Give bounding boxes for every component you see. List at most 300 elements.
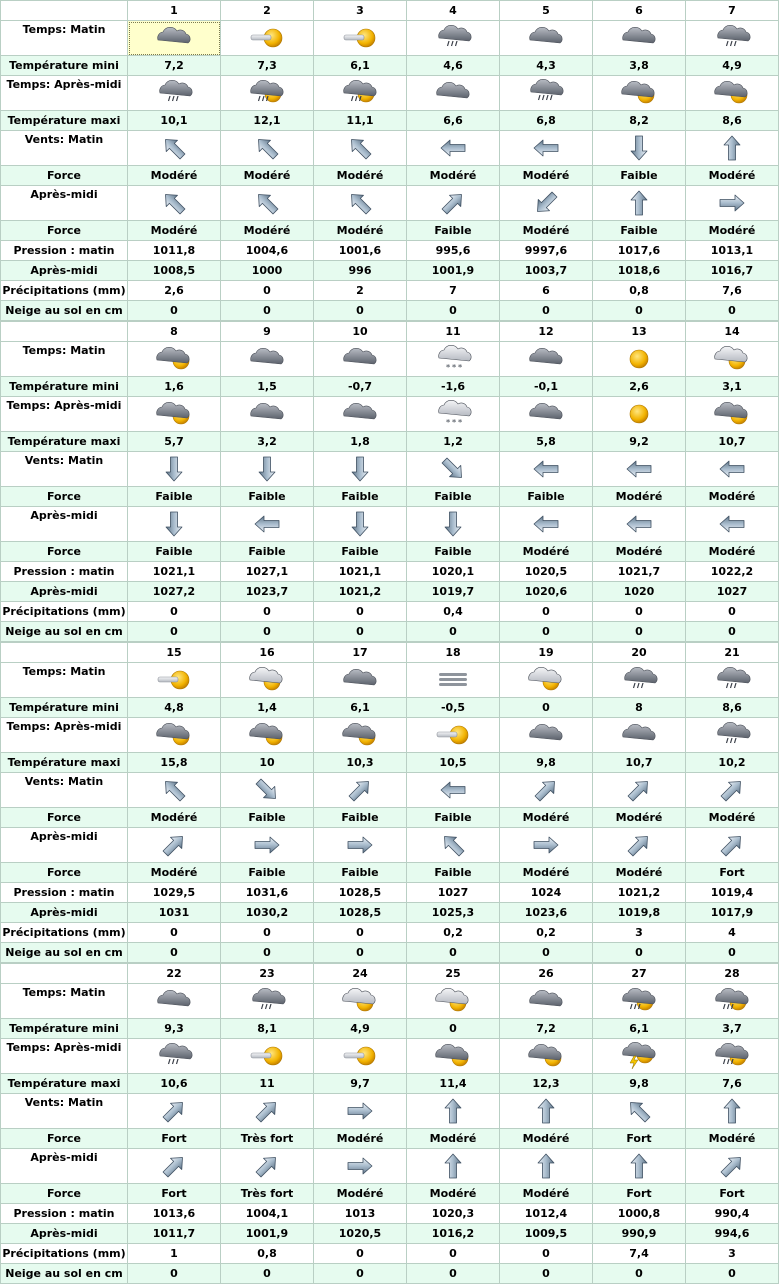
snow-depth-value: 0	[500, 1264, 593, 1284]
pressure-morning-value: 1013,6	[128, 1204, 221, 1224]
pressure-afternoon-row	[1, 1224, 779, 1244]
weather-afternoon-cell[interactable]	[314, 76, 407, 111]
storm-icon	[619, 1042, 659, 1070]
wind-afternoon-cell[interactable]	[128, 186, 221, 221]
precipitation-value: 0	[314, 1244, 407, 1264]
wind-force-morning-value: Très fort	[221, 1129, 314, 1149]
pressure-afternoon-row	[1, 261, 779, 281]
wind-arrow-s-icon	[346, 510, 374, 538]
wind-morning-cell[interactable]	[407, 773, 500, 808]
weather-afternoon-cell[interactable]	[593, 76, 686, 111]
wind-morning-cell[interactable]	[128, 773, 221, 808]
wind-arrow-ne-icon	[532, 776, 560, 804]
row-label-temp_mini: Température mini	[1, 377, 128, 397]
snow-depth-value: 0	[500, 301, 593, 321]
wind-morning-cell[interactable]	[593, 1094, 686, 1129]
precipitation-value: 7	[407, 281, 500, 301]
pressure-morning-value: 1012,4	[500, 1204, 593, 1224]
pressure-morning-value: 1021,7	[593, 562, 686, 582]
wind-force-morning-row	[1, 166, 779, 186]
weather-afternoon-cell[interactable]	[407, 1039, 500, 1074]
wind-arrow-ne-icon	[346, 776, 374, 804]
row-label-apres_midi: Après-midi	[1, 1224, 128, 1244]
temp-min-value: 3,7	[686, 1019, 779, 1039]
wind-arrow-s-icon	[160, 510, 188, 538]
wind-morning-cell[interactable]	[128, 1094, 221, 1129]
pressure-afternoon-value: 1019,8	[593, 903, 686, 923]
wind-afternoon-cell[interactable]	[686, 1149, 779, 1184]
row-label-apres_midi: Après-midi	[1, 261, 128, 281]
wind-morning-row	[1, 773, 779, 808]
day-number: 6	[593, 1, 686, 21]
pressure-morning-value: 1017,6	[593, 241, 686, 261]
weather-afternoon-cell[interactable]	[686, 1039, 779, 1074]
snow-depth-value: 0	[500, 943, 593, 963]
precipitation-value: 0,8	[593, 281, 686, 301]
snow-icon	[433, 400, 473, 428]
snow-depth-value: 0	[500, 622, 593, 642]
temp-min-value: 8	[593, 698, 686, 718]
wind-morning-cell[interactable]	[500, 131, 593, 166]
weather-afternoon-cell[interactable]	[686, 718, 779, 753]
weather-afternoon-cell[interactable]	[500, 76, 593, 111]
weather-morning-cell[interactable]	[500, 663, 593, 698]
weather-afternoon-cell[interactable]	[686, 397, 779, 432]
snow-depth-value: 0	[314, 301, 407, 321]
cloud-rain-icon	[712, 666, 752, 694]
pressure-afternoon-value: 1001,9	[221, 1224, 314, 1244]
precipitation-value: 0	[221, 602, 314, 622]
cloud-sun-icon	[526, 1042, 566, 1070]
wind-arrow-nw-icon	[160, 189, 188, 217]
weather-afternoon-row	[1, 718, 779, 753]
wind-morning-cell[interactable]	[500, 452, 593, 487]
snow-depth-value: 0	[221, 622, 314, 642]
weather-morning-cell[interactable]	[500, 342, 593, 377]
pressure-afternoon-value: 1000	[221, 261, 314, 281]
pressure-afternoon-value: 1023,6	[500, 903, 593, 923]
row-label-force: Force	[1, 1184, 128, 1204]
pressure-morning-value: 1028,5	[314, 883, 407, 903]
day-header-row	[1, 1, 779, 21]
row-label-apres_midi: Après-midi	[1, 507, 128, 542]
wind-force-morning-value: Faible	[221, 487, 314, 507]
wind-force-morning-value: Fort	[128, 1129, 221, 1149]
sun-icon	[619, 345, 659, 373]
pressure-morning-row	[1, 883, 779, 903]
wind-afternoon-cell[interactable]	[686, 507, 779, 542]
temp-min-value: 6,1	[593, 1019, 686, 1039]
temp-min-value: -0,7	[314, 377, 407, 397]
wind-morning-cell[interactable]	[500, 1094, 593, 1129]
wind-afternoon-cell[interactable]	[686, 186, 779, 221]
wind-morning-cell[interactable]	[128, 452, 221, 487]
weather-afternoon-cell[interactable]	[221, 1039, 314, 1074]
fog-icon	[433, 666, 473, 694]
day-number: 7	[686, 1, 779, 21]
wind-morning-cell[interactable]	[221, 1094, 314, 1129]
wind-morning-cell[interactable]	[407, 452, 500, 487]
cloud-rain-icon	[619, 666, 659, 694]
wind-force-morning-value: Faible	[500, 487, 593, 507]
weather-afternoon-cell[interactable]	[407, 718, 500, 753]
weather-afternoon-cell[interactable]	[221, 397, 314, 432]
pressure-morning-value: 1021,2	[593, 883, 686, 903]
wind-force-afternoon-value: Modéré	[593, 863, 686, 883]
weather-morning-cell[interactable]	[221, 984, 314, 1019]
wind-force-morning-value: Faible	[407, 808, 500, 828]
wind-afternoon-cell[interactable]	[500, 186, 593, 221]
weather-morning-cell[interactable]	[407, 21, 500, 56]
precipitation-row	[1, 281, 779, 301]
temp-min-value: 9,3	[128, 1019, 221, 1039]
cloudy-icon	[526, 345, 566, 373]
weather-afternoon-cell[interactable]	[500, 397, 593, 432]
temp-max-value: 10,7	[686, 432, 779, 452]
precipitation-value: 4	[686, 923, 779, 943]
pressure-morning-value: 990,4	[686, 1204, 779, 1224]
snow-depth-value: 0	[407, 622, 500, 642]
day-number: 1	[128, 1, 221, 21]
header-corner	[1, 964, 128, 984]
row-label-pression_matin: Pression : matin	[1, 883, 128, 903]
weather-afternoon-cell[interactable]	[128, 76, 221, 111]
row-label-temps_matin: Temps: Matin	[1, 342, 128, 377]
wind-afternoon-cell[interactable]	[314, 507, 407, 542]
day-number: 5	[500, 1, 593, 21]
day-number: 9	[221, 322, 314, 342]
row-label-temps_apm: Temps: Après-midi	[1, 1039, 128, 1074]
pressure-morning-row	[1, 241, 779, 261]
wind-force-morning-value: Modéré	[221, 166, 314, 186]
temp-min-value: 4,9	[314, 1019, 407, 1039]
temp-min-row	[1, 698, 779, 718]
weather-afternoon-cell[interactable]	[407, 397, 500, 432]
precipitation-value: 0	[500, 602, 593, 622]
wind-morning-cell[interactable]	[314, 452, 407, 487]
weather-afternoon-cell[interactable]	[128, 718, 221, 753]
wind-afternoon-cell[interactable]	[221, 828, 314, 863]
wind-afternoon-cell[interactable]	[314, 828, 407, 863]
weather-afternoon-cell[interactable]	[314, 1039, 407, 1074]
wind-afternoon-cell[interactable]	[314, 186, 407, 221]
wind-afternoon-cell[interactable]	[407, 828, 500, 863]
wind-afternoon-cell[interactable]	[221, 507, 314, 542]
weather-afternoon-row	[1, 1039, 779, 1074]
weather-morning-cell[interactable]	[128, 663, 221, 698]
wind-morning-cell[interactable]	[686, 773, 779, 808]
precipitation-value: 6	[500, 281, 593, 301]
weather-morning-cell[interactable]	[221, 342, 314, 377]
pressure-morning-row	[1, 1204, 779, 1224]
weather-afternoon-cell[interactable]	[686, 76, 779, 111]
row-label-temp_maxi: Température maxi	[1, 1074, 128, 1094]
cloud-sun-icon	[247, 721, 287, 749]
weather-afternoon-cell[interactable]	[314, 397, 407, 432]
wind-force-afternoon-row	[1, 863, 779, 883]
wind-morning-cell[interactable]	[407, 131, 500, 166]
precipitation-value: 0	[314, 602, 407, 622]
weather-morning-cell[interactable]	[407, 984, 500, 1019]
weather-afternoon-cell[interactable]	[407, 76, 500, 111]
wind-morning-row	[1, 131, 779, 166]
wind-arrow-s-icon	[625, 134, 653, 162]
sun-haze-icon	[154, 666, 194, 694]
wind-morning-cell[interactable]	[686, 1094, 779, 1129]
weather-afternoon-cell[interactable]	[221, 76, 314, 111]
wind-afternoon-cell[interactable]	[593, 828, 686, 863]
wind-arrow-ne-icon	[625, 831, 653, 859]
temp-max-value: 11,4	[407, 1074, 500, 1094]
snow-depth-value: 0	[593, 301, 686, 321]
day-number: 13	[593, 322, 686, 342]
wind-afternoon-cell[interactable]	[686, 828, 779, 863]
weather-afternoon-cell[interactable]	[500, 718, 593, 753]
temp-min-value: -0,1	[500, 377, 593, 397]
pressure-afternoon-value: 1011,7	[128, 1224, 221, 1244]
wind-morning-cell[interactable]	[407, 1094, 500, 1129]
pressure-afternoon-value: 1016,2	[407, 1224, 500, 1244]
weather-morning-cell[interactable]	[500, 984, 593, 1019]
weather-morning-cell[interactable]	[128, 342, 221, 377]
weather-morning-row	[1, 984, 779, 1019]
wind-afternoon-cell[interactable]	[314, 1149, 407, 1184]
row-label-neige: Neige au sol en cm	[1, 622, 128, 642]
cloudy-icon	[247, 345, 287, 373]
temp-max-value: 8,2	[593, 111, 686, 131]
day-number: 11	[407, 322, 500, 342]
wind-morning-cell[interactable]	[128, 131, 221, 166]
pressure-afternoon-value: 1009,5	[500, 1224, 593, 1244]
weather-morning-cell[interactable]	[128, 984, 221, 1019]
wind-force-afternoon-value: Faible	[407, 542, 500, 562]
row-label-apres_midi: Après-midi	[1, 903, 128, 923]
temp-min-row	[1, 377, 779, 397]
wind-morning-cell[interactable]	[500, 773, 593, 808]
sun-haze-icon	[247, 24, 287, 52]
temp-max-value: 5,7	[128, 432, 221, 452]
pressure-morning-value: 1013,1	[686, 241, 779, 261]
weather-morning-cell[interactable]	[221, 663, 314, 698]
wind-arrow-ne-icon	[160, 831, 188, 859]
wind-morning-cell[interactable]	[314, 131, 407, 166]
weather-morning-cell[interactable]	[686, 984, 779, 1019]
cloud-sun-icon	[619, 79, 659, 107]
weather-morning-cell[interactable]	[221, 21, 314, 56]
day-number: 12	[500, 322, 593, 342]
weather-afternoon-cell[interactable]	[314, 718, 407, 753]
temp-min-value: -1,6	[407, 377, 500, 397]
row-label-temps_apm: Temps: Après-midi	[1, 397, 128, 432]
row-label-temps_matin: Temps: Matin	[1, 984, 128, 1019]
row-label-force: Force	[1, 166, 128, 186]
cloudy-icon	[340, 666, 380, 694]
temp-max-value: 10,2	[686, 753, 779, 773]
wind-afternoon-cell[interactable]	[500, 507, 593, 542]
snow-depth-value: 0	[686, 1264, 779, 1284]
weather-afternoon-cell[interactable]	[128, 397, 221, 432]
weather-morning-cell[interactable]	[686, 342, 779, 377]
wind-force-afternoon-value: Modéré	[221, 221, 314, 241]
wind-afternoon-cell[interactable]	[593, 186, 686, 221]
wind-arrow-w-icon	[625, 510, 653, 538]
weather-morning-cell[interactable]	[593, 21, 686, 56]
sun-cloud-icon	[340, 987, 380, 1015]
weather-morning-cell[interactable]	[593, 984, 686, 1019]
weather-afternoon-cell[interactable]	[593, 397, 686, 432]
day-number: 14	[686, 322, 779, 342]
wind-force-afternoon-value: Faible	[128, 542, 221, 562]
cloud-heavy-rain-icon	[526, 79, 566, 107]
wind-force-morning-row	[1, 808, 779, 828]
wind-arrow-w-icon	[439, 134, 467, 162]
cloud-rain-icon	[433, 24, 473, 52]
wind-arrow-e-icon	[346, 1097, 374, 1125]
wind-force-morning-value: Faible	[221, 808, 314, 828]
wind-afternoon-cell[interactable]	[128, 828, 221, 863]
wind-morning-cell[interactable]	[221, 773, 314, 808]
wind-force-afternoon-value: Modéré	[314, 221, 407, 241]
wind-force-afternoon-value: Fort	[686, 1184, 779, 1204]
pressure-morning-value: 1019,4	[686, 883, 779, 903]
day-number: 15	[128, 643, 221, 663]
wind-force-morning-value: Modéré	[686, 166, 779, 186]
wind-afternoon-cell[interactable]	[500, 828, 593, 863]
wind-arrow-ne-icon	[253, 1097, 281, 1125]
wind-force-afternoon-value: Faible	[407, 221, 500, 241]
temp-min-value: 8,6	[686, 698, 779, 718]
wind-force-morning-value: Modéré	[686, 808, 779, 828]
weather-morning-cell[interactable]	[500, 21, 593, 56]
weather-morning-cell[interactable]	[593, 663, 686, 698]
temp-max-value: 1,8	[314, 432, 407, 452]
wind-morning-cell[interactable]	[686, 131, 779, 166]
row-label-apres_midi: Après-midi	[1, 186, 128, 221]
wind-force-afternoon-value: Très fort	[221, 1184, 314, 1204]
weather-morning-cell[interactable]	[407, 342, 500, 377]
wind-afternoon-cell[interactable]	[407, 186, 500, 221]
svg-text:*: *	[458, 363, 463, 372]
snow-depth-value: 0	[407, 301, 500, 321]
wind-force-afternoon-value: Modéré	[500, 1184, 593, 1204]
temp-min-value: 1,4	[221, 698, 314, 718]
wind-arrow-s-icon	[253, 455, 281, 483]
wind-afternoon-cell[interactable]	[593, 1149, 686, 1184]
wind-morning-cell[interactable]	[314, 1094, 407, 1129]
temp-min-value: 3,8	[593, 56, 686, 76]
weather-afternoon-cell[interactable]	[593, 718, 686, 753]
wind-arrow-nw-icon	[439, 831, 467, 859]
snow-depth-value: 0	[407, 943, 500, 963]
wind-morning-cell[interactable]	[221, 131, 314, 166]
sun-haze-icon	[340, 24, 380, 52]
weather-afternoon-cell[interactable]	[593, 1039, 686, 1074]
pressure-morning-row	[1, 562, 779, 582]
temp-max-value: 10,1	[128, 111, 221, 131]
weather-afternoon-row	[1, 397, 779, 432]
wind-morning-cell[interactable]	[686, 452, 779, 487]
wind-force-morning-row	[1, 487, 779, 507]
weather-afternoon-cell[interactable]	[128, 1039, 221, 1074]
cloud-sun-icon	[154, 400, 194, 428]
snow-depth-value: 0	[593, 622, 686, 642]
wind-afternoon-cell[interactable]	[407, 507, 500, 542]
wind-afternoon-cell[interactable]	[221, 1149, 314, 1184]
temp-min-value: 7,3	[221, 56, 314, 76]
wind-arrow-w-icon	[532, 510, 560, 538]
weather-morning-cell[interactable]	[686, 21, 779, 56]
row-label-vents_matin: Vents: Matin	[1, 131, 128, 166]
svg-text:*: *	[452, 363, 457, 372]
wind-morning-cell[interactable]	[221, 452, 314, 487]
temp-max-value: 11	[221, 1074, 314, 1094]
wind-afternoon-cell[interactable]	[407, 1149, 500, 1184]
wind-force-afternoon-value: Modéré	[686, 221, 779, 241]
day-number: 10	[314, 322, 407, 342]
weather-morning-cell[interactable]	[314, 984, 407, 1019]
pressure-morning-value: 1027,1	[221, 562, 314, 582]
pressure-afternoon-value: 994,6	[686, 1224, 779, 1244]
wind-force-afternoon-value: Fort	[686, 863, 779, 883]
wind-arrow-n-icon	[625, 1152, 653, 1180]
weather-morning-cell[interactable]	[593, 342, 686, 377]
wind-arrow-n-icon	[532, 1097, 560, 1125]
row-label-precip: Précipitations (mm)	[1, 1244, 128, 1264]
wind-afternoon-cell[interactable]	[500, 1149, 593, 1184]
wind-afternoon-cell[interactable]	[128, 1149, 221, 1184]
pressure-afternoon-value: 1020,5	[314, 1224, 407, 1244]
wind-force-afternoon-value: Modéré	[500, 542, 593, 562]
wind-force-morning-value: Modéré	[314, 166, 407, 186]
weather-morning-cell[interactable]	[314, 21, 407, 56]
weather-morning-cell[interactable]	[314, 663, 407, 698]
wind-force-morning-value: Faible	[407, 487, 500, 507]
weather-morning-cell[interactable]	[128, 21, 221, 56]
wind-morning-cell[interactable]	[593, 773, 686, 808]
row-label-force: Force	[1, 542, 128, 562]
pressure-afternoon-value: 996	[314, 261, 407, 281]
pressure-afternoon-row	[1, 903, 779, 923]
weather-afternoon-cell[interactable]	[500, 1039, 593, 1074]
wind-force-morning-value: Modéré	[407, 166, 500, 186]
wind-morning-cell[interactable]	[593, 131, 686, 166]
weather-morning-cell[interactable]	[407, 663, 500, 698]
wind-force-morning-value: Modéré	[593, 808, 686, 828]
wind-arrow-nw-icon	[253, 134, 281, 162]
snow-depth-value: 0	[407, 1264, 500, 1284]
wind-afternoon-cell[interactable]	[593, 507, 686, 542]
weather-morning-cell[interactable]	[686, 663, 779, 698]
wind-arrow-w-icon	[253, 510, 281, 538]
pressure-afternoon-value: 1020	[593, 582, 686, 602]
wind-afternoon-cell[interactable]	[221, 186, 314, 221]
weather-afternoon-cell[interactable]	[221, 718, 314, 753]
week-table-1	[0, 0, 779, 321]
weather-morning-row	[1, 342, 779, 377]
wind-morning-cell[interactable]	[314, 773, 407, 808]
wind-morning-cell[interactable]	[593, 452, 686, 487]
weather-morning-cell[interactable]	[314, 342, 407, 377]
wind-arrow-n-icon	[532, 1152, 560, 1180]
day-header-row	[1, 964, 779, 984]
precipitation-value: 0,2	[407, 923, 500, 943]
pressure-morning-value: 1004,1	[221, 1204, 314, 1224]
day-number: 4	[407, 1, 500, 21]
temp-max-value: 1,2	[407, 432, 500, 452]
svg-text:*: *	[446, 418, 451, 427]
day-number: 20	[593, 643, 686, 663]
wind-afternoon-cell[interactable]	[128, 507, 221, 542]
